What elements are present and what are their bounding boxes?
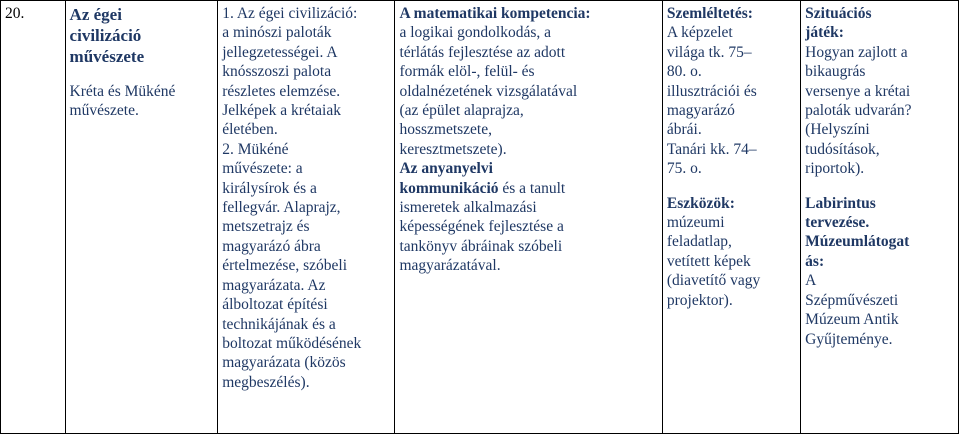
museum-line: A: [805, 272, 817, 290]
competence-line: oldalnézetének vizsgálatával: [399, 82, 578, 100]
competence-heading-2-rest: és a tanult: [498, 179, 566, 197]
spacer: [667, 179, 796, 194]
visual-heading: Szemléltetés:: [666, 5, 753, 22]
content-line: knósszoszi palota: [222, 63, 332, 81]
competence-heading-2: Az anyanyelvi: [399, 160, 493, 178]
topic-title-line: Az égei: [69, 5, 122, 24]
visual-line: illusztrációi és: [666, 82, 757, 100]
content-line: értelmezése, szóbeli: [222, 257, 347, 275]
competence-line: térlátás fejlesztése az adott: [399, 43, 566, 61]
topic-subtitle-line: Kréta és Mükéné: [69, 83, 176, 100]
museum-heading: ás:: [805, 252, 825, 270]
topic-cell: [65, 1, 218, 434]
content-line: 2. Mükéné: [222, 140, 289, 158]
situation-line: paloták udvarán?: [805, 102, 912, 120]
tools-line: (diavetítő vagy: [666, 272, 761, 290]
competence-line: a logikai gondolkodás, a: [399, 24, 551, 42]
situation-line: (Helyszíni: [805, 121, 870, 139]
museum-line: Szépművészeti: [805, 291, 899, 309]
content-line: magyarázata (közös: [222, 354, 346, 372]
museum-heading: Múzeumlátogat: [805, 233, 910, 251]
content-line: Jelképek a krétaiak: [222, 102, 341, 120]
visual-aids-cell: [662, 1, 800, 434]
content-line: fellegvár. Alaprajz,: [222, 199, 341, 217]
content-line: metszetrajz és: [222, 218, 310, 236]
museum-line: Gyűjteménye.: [805, 330, 893, 348]
topic-subtitle-line: művészete.: [69, 102, 139, 120]
situation-heading: Szituációs: [805, 5, 872, 22]
competence-line: tankönyv ábráinak szóbeli: [399, 237, 563, 255]
visual-line: ábrái.: [666, 121, 702, 139]
situation-line: riportok).: [805, 160, 865, 178]
content-line: álboltozat építési: [222, 296, 328, 314]
situation-line: Hogyan zajlott a: [805, 43, 908, 61]
content-cell: [218, 1, 395, 434]
competence-cell: [395, 1, 662, 434]
competence-line: hosszmetszete,: [399, 121, 492, 139]
labyrinth-heading: Labirintus: [805, 194, 876, 212]
tools-line: feladatlap,: [666, 233, 732, 251]
visual-line: 75. o.: [666, 160, 702, 178]
competence-line: keresztmetszete).: [399, 140, 507, 158]
content-line: királysírok és a: [222, 179, 317, 197]
tools-heading: Eszközök:: [666, 194, 735, 212]
content-line: a minószi paloták: [222, 24, 332, 42]
visual-line: A képzelet: [666, 24, 733, 42]
content-line: részletes elemzése.: [222, 82, 341, 100]
row-number-cell: [1, 1, 66, 434]
spacer: [70, 67, 214, 82]
competence-heading: A matematikai kompetencia:: [399, 5, 591, 22]
competence-line: ismeretek alkalmazási: [399, 199, 537, 217]
visual-line: 80. o.: [666, 63, 702, 81]
content-line: jellegzetességei. A: [222, 43, 338, 61]
situation-heading: játék:: [805, 24, 844, 42]
spacer: [805, 179, 954, 194]
competence-line: képességének fejlesztése a: [399, 218, 564, 236]
content-line: 1. Az égei civilizáció:: [222, 5, 358, 22]
visual-line: világa tk. 75–: [666, 43, 752, 61]
content-line: technikájának és a: [222, 315, 336, 333]
tools-line: múzeumi: [666, 214, 725, 232]
content-line: megbeszélés).: [222, 373, 310, 391]
labyrinth-heading: tervezése.: [805, 214, 870, 232]
situation-line: tudósítások,: [805, 140, 880, 158]
competence-line: formák elöl-, felül- és: [399, 63, 535, 81]
competence-line: (az épület alaprajza,: [399, 102, 524, 120]
content-line: magyarázata. Az: [222, 276, 326, 294]
competence-line: magyarázatával.: [399, 257, 501, 275]
situation-line: bikaugrás: [805, 63, 866, 81]
topic-title-line: civilizáció: [69, 26, 142, 45]
content-line: életében.: [222, 121, 278, 139]
row-number: 20.: [5, 5, 25, 22]
situation-cell: [801, 1, 959, 434]
situation-line: versenye a krétai: [805, 82, 911, 100]
table-row: [1, 1, 959, 434]
competence-heading-2-bold: kommunikáció: [399, 179, 499, 197]
museum-line: Múzeum Antik: [805, 311, 899, 329]
visual-line: magyarázó: [666, 102, 735, 120]
competence-heading-2-line: [399, 179, 657, 198]
topic-title-line: művészete: [69, 47, 145, 66]
content-line: művészete: a: [222, 160, 303, 178]
visual-line: Tanári kk. 74–: [666, 140, 757, 158]
tools-line: projektor).: [666, 291, 733, 309]
content-line: boltozat működésének: [222, 334, 362, 352]
content-line: magyarázó ábra: [222, 237, 321, 255]
tools-line: vetített képek: [666, 252, 751, 270]
